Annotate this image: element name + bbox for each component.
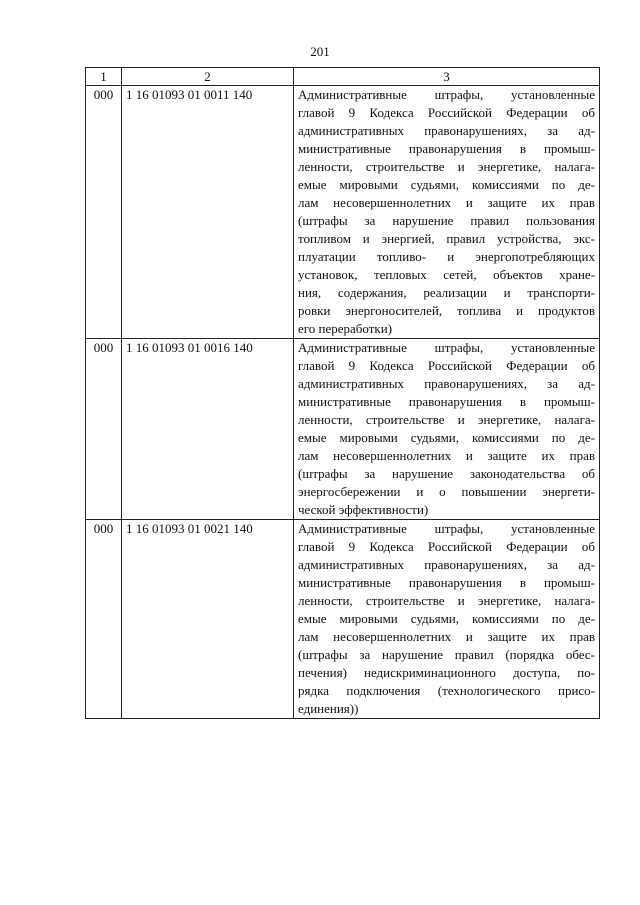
row-admin-code: 000 (86, 339, 122, 520)
description-line: главой 9 Кодекса Российской Федерации об (298, 539, 595, 554)
description-line: главой 9 Кодекса Российской Федерации об (298, 358, 595, 373)
description-line: емые мировыми судьями, комиссиями по де- (298, 430, 595, 445)
row-budget-code: 1 16 01093 01 0021 140 (122, 520, 294, 719)
row-admin-code: 000 (86, 520, 122, 719)
description-line: лам несовершеннолетних и защите их прав (298, 195, 595, 210)
description-line: энергосбережении и о повышении энергети- (298, 484, 595, 499)
description-line: (штрафы за нарушение правил пользования (298, 213, 595, 228)
description-line: печения) недискриминационного доступа, по- (298, 665, 595, 680)
description-line: ленности, строительстве и энергетике, налага- (298, 593, 595, 608)
table-row (86, 339, 600, 520)
description-line: главой 9 Кодекса Российской Федерации об (298, 105, 595, 120)
description-line: рядка подключения (технологического присо- (298, 683, 595, 698)
description-line: административных правонарушениях, за ад- (298, 376, 595, 391)
description-line: (штрафы за нарушение правил (порядка обес- (298, 647, 595, 662)
description-line: лам несовершеннолетних и защите их прав (298, 629, 595, 644)
description-line: Административные штрафы, установленные (298, 521, 595, 536)
description-line: плуатации топливо- и энергопотребляющих (298, 249, 595, 264)
page-number: 201 (310, 44, 330, 59)
description-line: ленности, строительстве и энергетике, налага- (298, 159, 595, 174)
description-line: ческой эффективности) (298, 502, 429, 517)
table-row (86, 520, 600, 719)
description-line: топливом и энергией, правил устройства, экс- (298, 231, 595, 246)
description-line: административных правонарушениях, за ад- (298, 123, 595, 138)
description-line: (штрафы за нарушение законодательства об (298, 466, 595, 481)
row-description (294, 520, 600, 719)
description-line: Административные штрафы, установленные (298, 87, 595, 102)
table-row (86, 86, 600, 339)
row-admin-code: 000 (86, 86, 122, 339)
description-line: лам несовершеннолетних и защите их прав (298, 448, 595, 463)
description-line: установок, тепловых сетей, объектов хране- (298, 267, 595, 282)
row-description (294, 339, 600, 520)
description-line: министративные правонарушения в промыш- (298, 141, 595, 156)
row-budget-code: 1 16 01093 01 0016 140 (122, 339, 294, 520)
description-line: административных правонарушениях, за ад- (298, 557, 595, 572)
description-line: министративные правонарушения в промыш- (298, 394, 595, 409)
budget-codes-table (85, 67, 600, 719)
header-col-3: 3 (294, 68, 600, 86)
description-line: ленности, строительстве и энергетике, налага- (298, 412, 595, 427)
row-description (294, 86, 600, 339)
description-line: емые мировыми судьями, комиссиями по де- (298, 611, 595, 626)
description-line: ния, содержания, реализации и транспорти- (298, 285, 595, 300)
description-line: министративные правонарушения в промыш- (298, 575, 595, 590)
description-line: ровки энергоносителей, топлива и продуктов (298, 303, 595, 318)
table-header-row (86, 68, 600, 86)
description-line: его переработки) (298, 321, 393, 336)
header-col-1: 1 (86, 68, 122, 86)
description-line: единения)) (298, 701, 359, 716)
row-budget-code: 1 16 01093 01 0011 140 (122, 86, 294, 339)
header-col-2: 2 (122, 68, 294, 86)
description-line: Административные штрафы, установленные (298, 340, 595, 355)
description-line: емые мировыми судьями, комиссиями по де- (298, 177, 595, 192)
